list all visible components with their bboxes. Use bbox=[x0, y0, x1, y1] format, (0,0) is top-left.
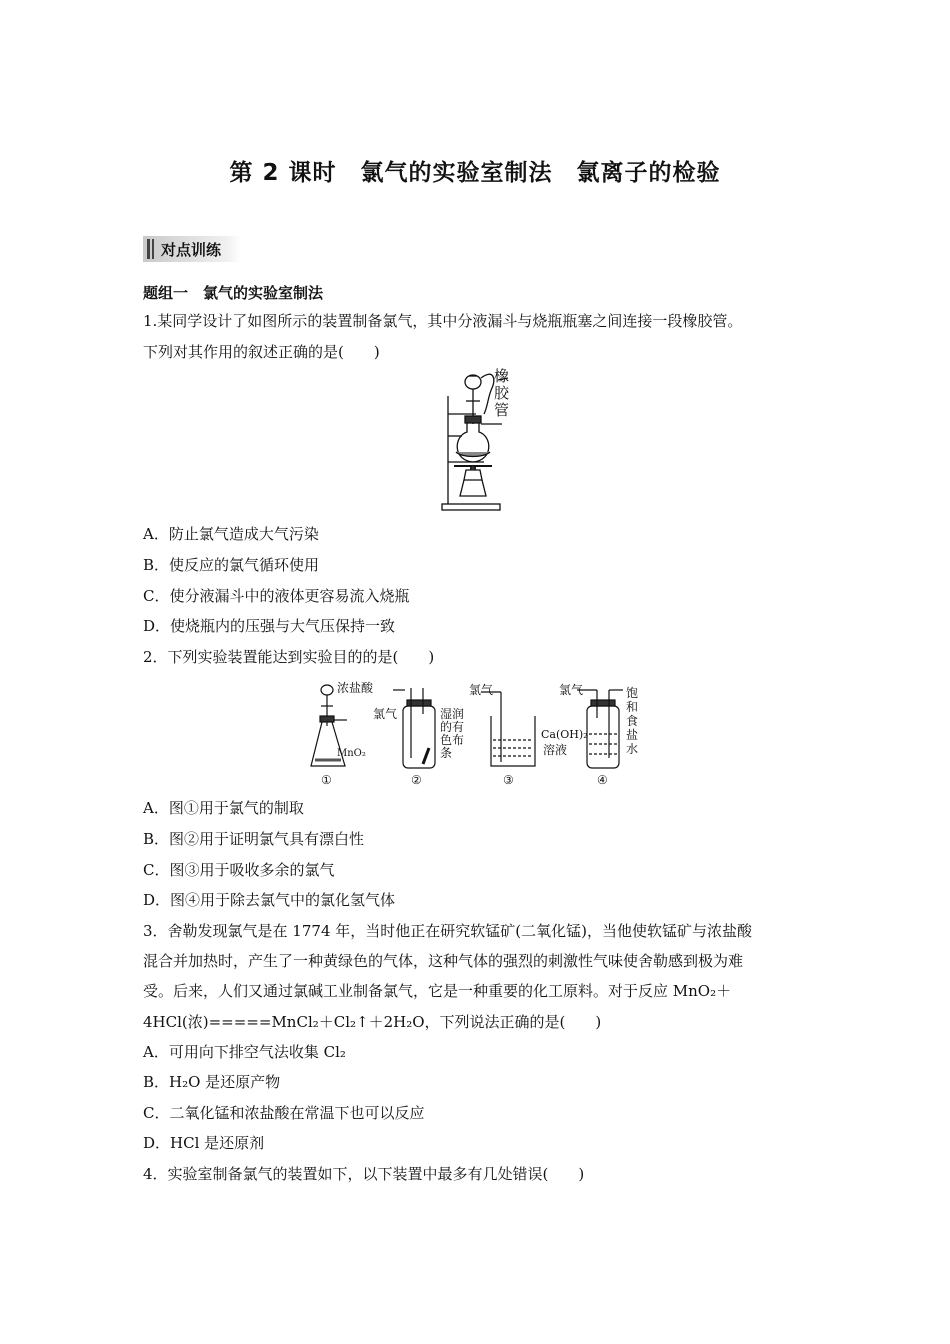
q3-stem-line1: 3．舍勒发现氯气是在 1774 年，当时他正在研究软锰矿(二氧化锰)，当他使软锰矿与浓盐酸 bbox=[143, 922, 752, 940]
page-title: 第 2 课时 氯气的实验室制法 氯离子的检验 bbox=[229, 160, 721, 186]
brine-char: 食 bbox=[626, 714, 639, 728]
strip-char: 有 bbox=[452, 720, 465, 734]
section-badge-label: 对点训练 bbox=[161, 241, 222, 259]
strip-char: 的 bbox=[440, 720, 453, 734]
q3-option-b: B．H₂O 是还原产物 bbox=[143, 1073, 281, 1091]
strip-char: 润 bbox=[452, 707, 465, 721]
q4-stem: 4．实验室制备氯气的装置如下，以下装置中最多有几处错误( ) bbox=[143, 1165, 585, 1183]
badge-bar bbox=[152, 239, 154, 259]
label-chlorine-4: 氯气 bbox=[559, 683, 584, 697]
brine-char: 水 bbox=[626, 742, 639, 756]
q2-apparatus-figure bbox=[305, 678, 645, 790]
label-acid: 浓盐酸 bbox=[337, 681, 374, 695]
q2-option-c: C．图③用于吸收多余的氯气 bbox=[143, 861, 335, 879]
q2-option-b: B．图②用于证明氯气具有漂白性 bbox=[143, 830, 365, 848]
label-chlorine-2: 氯气 bbox=[373, 707, 398, 721]
badge-bar bbox=[147, 239, 150, 259]
fig-num-3: ③ bbox=[503, 773, 514, 787]
fig-num-2: ② bbox=[411, 773, 422, 787]
fig-num-4: ④ bbox=[597, 773, 608, 787]
tube-label-char: 胶 bbox=[494, 384, 510, 402]
q3-stem-line3: 受。后来，人们又通过氯碱工业制备氯气，它是一种重要的化工原料。对于反应 MnO₂＋ bbox=[143, 982, 732, 1000]
label-mno2: MnO₂ bbox=[337, 748, 366, 759]
brine-char: 盐 bbox=[626, 728, 639, 742]
label-caoh: Ca(OH)₂ bbox=[541, 728, 588, 741]
tube-label-char: 管 bbox=[494, 401, 510, 419]
group-heading: 题组一 氯气的实验室制法 bbox=[143, 284, 324, 302]
label-wet-strip bbox=[440, 708, 468, 760]
q3-stem-line4: 4HCl(浓)=====MnCl₂＋Cl₂↑＋2H₂O，下列说法正确的是( ) bbox=[143, 1013, 602, 1031]
section-badge bbox=[143, 236, 241, 262]
brine-char: 饱 bbox=[626, 686, 639, 700]
label-brine bbox=[626, 686, 638, 756]
q3-option-d: D．HCl 是还原剂 bbox=[143, 1134, 265, 1152]
brine-char: 和 bbox=[626, 700, 639, 714]
strip-char: 条 bbox=[440, 746, 453, 760]
q1-stem-line2: 下列对其作用的叙述正确的是( ) bbox=[143, 343, 380, 361]
fig-num-1: ① bbox=[321, 773, 332, 787]
q2-option-a: A．图①用于氯气的制取 bbox=[143, 799, 304, 817]
strip-char: 布 bbox=[452, 733, 465, 747]
q2-stem: 2．下列实验装置能达到实验目的的是( ) bbox=[143, 648, 435, 666]
q3-stem-line2: 混合并加热时，产生了一种黄绿色的气体，这种气体的强烈的刺激性气味使舍勒感到极为难 bbox=[143, 952, 744, 970]
q1-tube-label bbox=[494, 368, 509, 419]
tube-label-char: 橡 bbox=[494, 367, 510, 385]
label-solution: 溶液 bbox=[543, 743, 568, 757]
q2-option-d: D．图④用于除去氯气中的氯化氢气体 bbox=[143, 891, 396, 909]
strip-char: 色 bbox=[440, 733, 453, 747]
q1-option-c: C．使分液漏斗中的液体更容易流入烧瓶 bbox=[143, 587, 410, 605]
q1-option-b: B．使反应的氯气循环使用 bbox=[143, 556, 320, 574]
q1-option-d: D．使烧瓶内的压强与大气压保持一致 bbox=[143, 617, 396, 635]
label-chlorine-3: 氯气 bbox=[469, 683, 494, 697]
q1-stem-line1: 1.某同学设计了如图所示的装置制备氯气，其中分液漏斗与烧瓶瓶塞之间连接一段橡胶管。 bbox=[143, 312, 743, 330]
q1-option-a: A．防止氯气造成大气污染 bbox=[143, 525, 319, 543]
q1-apparatus-figure bbox=[436, 366, 536, 514]
q3-option-a: A．可用向下排空气法收集 Cl₂ bbox=[143, 1043, 346, 1061]
strip-char: 湿 bbox=[440, 707, 453, 721]
q3-option-c: C．二氧化锰和浓盐酸在常温下也可以反应 bbox=[143, 1104, 425, 1122]
